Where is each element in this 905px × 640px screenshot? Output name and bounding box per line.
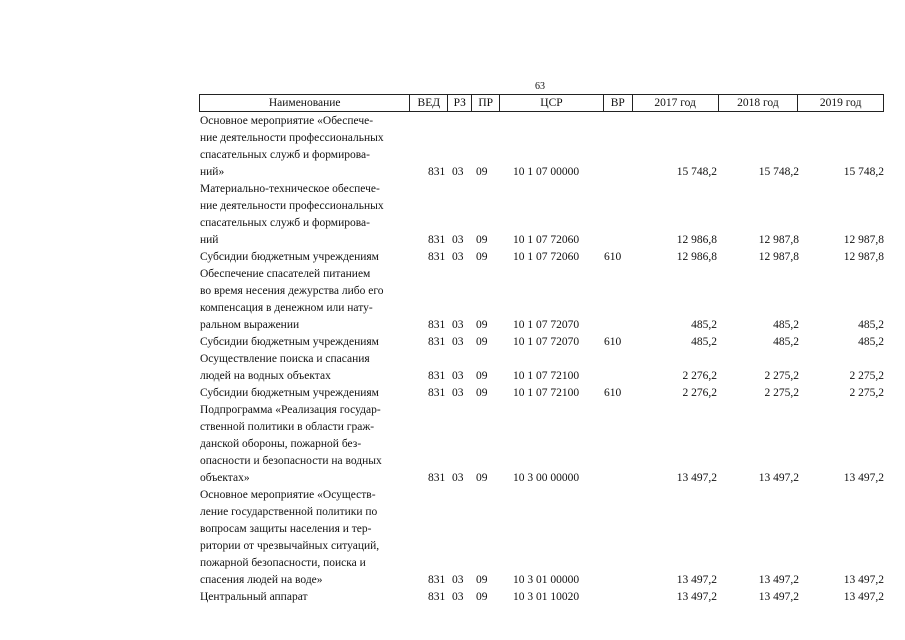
- cell-name: [199, 181, 410, 249]
- cell-ved: 831: [428, 472, 446, 484]
- cell-ved: 831: [428, 319, 446, 331]
- cell-name: [199, 113, 410, 181]
- cell-2019: 2 275,2: [849, 387, 884, 399]
- header-2019: 2019 год: [819, 97, 862, 109]
- cell-csr: 10 1 07 72100: [513, 370, 580, 382]
- cell-vr: 610: [604, 336, 622, 348]
- header-pr: ПР: [472, 95, 500, 111]
- cell-rz: 03: [452, 574, 464, 586]
- cell-pr: 09: [476, 591, 488, 603]
- cell-pr: 09: [476, 472, 488, 484]
- name-line: Осуществление поиска и спасания: [200, 353, 370, 365]
- cell-csr: 10 1 07 72060: [513, 234, 580, 246]
- cell-2018: 12 987,8: [758, 234, 799, 246]
- name-line: ние деятельности профессиональных: [200, 200, 384, 212]
- cell-rz: 03: [452, 387, 464, 399]
- table-row: [199, 385, 884, 402]
- cell-csr: 10 1 07 00000: [513, 166, 580, 178]
- cell-ved: 831: [428, 574, 446, 586]
- name-line: объектах»: [200, 472, 250, 484]
- name-line: ритории от чрезвычайных ситуаций,: [200, 540, 380, 552]
- cell-2017: 15 748,2: [676, 166, 717, 178]
- table-body: [199, 113, 884, 606]
- cell-pr: 09: [476, 387, 488, 399]
- name-line: ние деятельности профессиональных: [200, 132, 384, 144]
- cell-2018: 13 497,2: [758, 591, 799, 603]
- cell-csr: 10 1 07 72100: [513, 387, 580, 399]
- name-line: спасения людей на воде»: [200, 574, 323, 586]
- cell-2017: 485,2: [691, 336, 717, 348]
- cell-2018: 485,2: [773, 336, 799, 348]
- name-line: Основное мероприятие «Осуществ-: [200, 489, 376, 501]
- cell-rz: 03: [452, 472, 464, 484]
- cell-2018: 2 275,2: [764, 370, 799, 382]
- cell-ved: 831: [428, 591, 446, 603]
- name-line: ральном выражении: [200, 319, 300, 331]
- cell-2018: 15 748,2: [758, 166, 799, 178]
- name-line: Субсидии бюджетным учреждениям: [200, 251, 379, 263]
- header-name: Наименование: [200, 95, 410, 111]
- cell-2019: 12 987,8: [843, 251, 884, 263]
- budget-table: [199, 94, 884, 606]
- cell-name: [199, 385, 410, 402]
- name-line: данской обороны, пожарной без-: [200, 438, 362, 450]
- cell-rz: 03: [452, 166, 464, 178]
- cell-pr: 09: [476, 319, 488, 331]
- cell-ved: 831: [428, 166, 446, 178]
- cell-vr: 610: [604, 387, 622, 399]
- cell-2019: 13 497,2: [843, 472, 884, 484]
- cell-name: [199, 402, 410, 487]
- cell-ved: 831: [428, 370, 446, 382]
- name-line: Подпрограмма «Реализация государ-: [200, 404, 381, 416]
- cell-2018: 485,2: [773, 319, 799, 331]
- name-line: спасательных служб и формирова-: [200, 217, 370, 229]
- cell-2017: 13 497,2: [676, 472, 717, 484]
- page-number: 63: [535, 81, 545, 92]
- cell-ved: 831: [428, 251, 446, 263]
- cell-ved: 831: [428, 387, 446, 399]
- cell-csr: 10 3 01 00000: [513, 574, 580, 586]
- cell-2018: 2 275,2: [764, 387, 799, 399]
- cell-ved: 831: [428, 234, 446, 246]
- cell-vr: 610: [604, 251, 622, 263]
- cell-csr: 10 3 00 00000: [513, 472, 580, 484]
- cell-2019: 485,2: [858, 319, 884, 331]
- cell-rz: 03: [452, 591, 464, 603]
- cell-csr: 10 1 07 72060: [513, 251, 580, 263]
- header-rz: РЗ: [448, 95, 472, 111]
- cell-name: [199, 266, 410, 334]
- cell-pr: 09: [476, 370, 488, 382]
- cell-2018: 13 497,2: [758, 574, 799, 586]
- cell-csr: 10 1 07 72070: [513, 319, 580, 331]
- name-line: Материально-техническое обеспече-: [200, 183, 380, 195]
- table-row: [199, 334, 884, 351]
- cell-name: [199, 249, 410, 266]
- cell-pr: 09: [476, 574, 488, 586]
- name-line: во время несения дежурства либо его: [200, 285, 384, 297]
- cell-pr: 09: [476, 251, 488, 263]
- cell-rz: 03: [452, 251, 464, 263]
- cell-rz: 03: [452, 370, 464, 382]
- name-line: пожарной безопасности, поиска и: [200, 557, 366, 569]
- cell-2017: 12 986,8: [676, 251, 717, 263]
- table-row: [199, 181, 884, 249]
- name-line: ственной политики в области граж-: [200, 421, 375, 433]
- table-row: [199, 589, 884, 606]
- name-line: Центральный аппарат: [200, 591, 308, 603]
- cell-pr: 09: [476, 234, 488, 246]
- header-ved: ВЕД: [410, 95, 448, 111]
- name-line: ний»: [200, 166, 225, 178]
- cell-2017: 12 986,8: [676, 234, 717, 246]
- table-row: [199, 402, 884, 487]
- cell-2018: 12 987,8: [758, 251, 799, 263]
- table-row: [199, 266, 884, 334]
- header-2017: 2017 год: [633, 95, 719, 111]
- cell-2017: 13 497,2: [676, 574, 717, 586]
- cell-2019: 12 987,8: [843, 234, 884, 246]
- cell-2019: 13 497,2: [843, 591, 884, 603]
- table-row: [199, 351, 884, 385]
- cell-pr: 09: [476, 166, 488, 178]
- cell-rz: 03: [452, 234, 464, 246]
- name-line: Субсидии бюджетным учреждениям: [200, 387, 379, 399]
- header-vr: ВР: [604, 95, 633, 111]
- cell-2018: 13 497,2: [758, 472, 799, 484]
- cell-rz: 03: [452, 336, 464, 348]
- table-row: [199, 249, 884, 266]
- table-header: [199, 94, 884, 112]
- cell-name: [199, 351, 410, 385]
- name-line: компенсация в денежном или нату-: [200, 302, 373, 314]
- cell-2019: 2 275,2: [849, 370, 884, 382]
- table-row: [199, 113, 884, 181]
- cell-name: [199, 334, 410, 351]
- cell-csr: 10 1 07 72070: [513, 336, 580, 348]
- name-line: ление государственной политики по: [200, 506, 378, 518]
- cell-name: [199, 487, 410, 589]
- cell-2019: 13 497,2: [843, 574, 884, 586]
- name-line: спасательных служб и формирова-: [200, 149, 370, 161]
- name-line: людей на водных объектах: [200, 370, 331, 382]
- cell-csr: 10 3 01 10020: [513, 591, 580, 603]
- header-2018: 2018 год: [719, 95, 799, 111]
- cell-name: [199, 589, 410, 606]
- name-line: опасности и безопасности на водных: [200, 455, 382, 467]
- cell-pr: 09: [476, 336, 488, 348]
- cell-ved: 831: [428, 336, 446, 348]
- cell-rz: 03: [452, 319, 464, 331]
- table-row: [199, 487, 884, 589]
- cell-2019: 15 748,2: [843, 166, 884, 178]
- name-line: ний: [200, 234, 219, 246]
- name-line: вопросам защиты населения и тер-: [200, 523, 372, 535]
- cell-2017: 2 276,2: [682, 370, 717, 382]
- name-line: Основное мероприятие «Обеспече-: [200, 115, 374, 127]
- header-csr: ЦСР: [500, 95, 604, 111]
- cell-2017: 2 276,2: [682, 387, 717, 399]
- cell-2017: 485,2: [691, 319, 717, 331]
- name-line: Обеспечение спасателей питанием: [200, 268, 371, 280]
- name-line: Субсидии бюджетным учреждениям: [200, 336, 379, 348]
- cell-2017: 13 497,2: [676, 591, 717, 603]
- cell-2019: 485,2: [858, 336, 884, 348]
